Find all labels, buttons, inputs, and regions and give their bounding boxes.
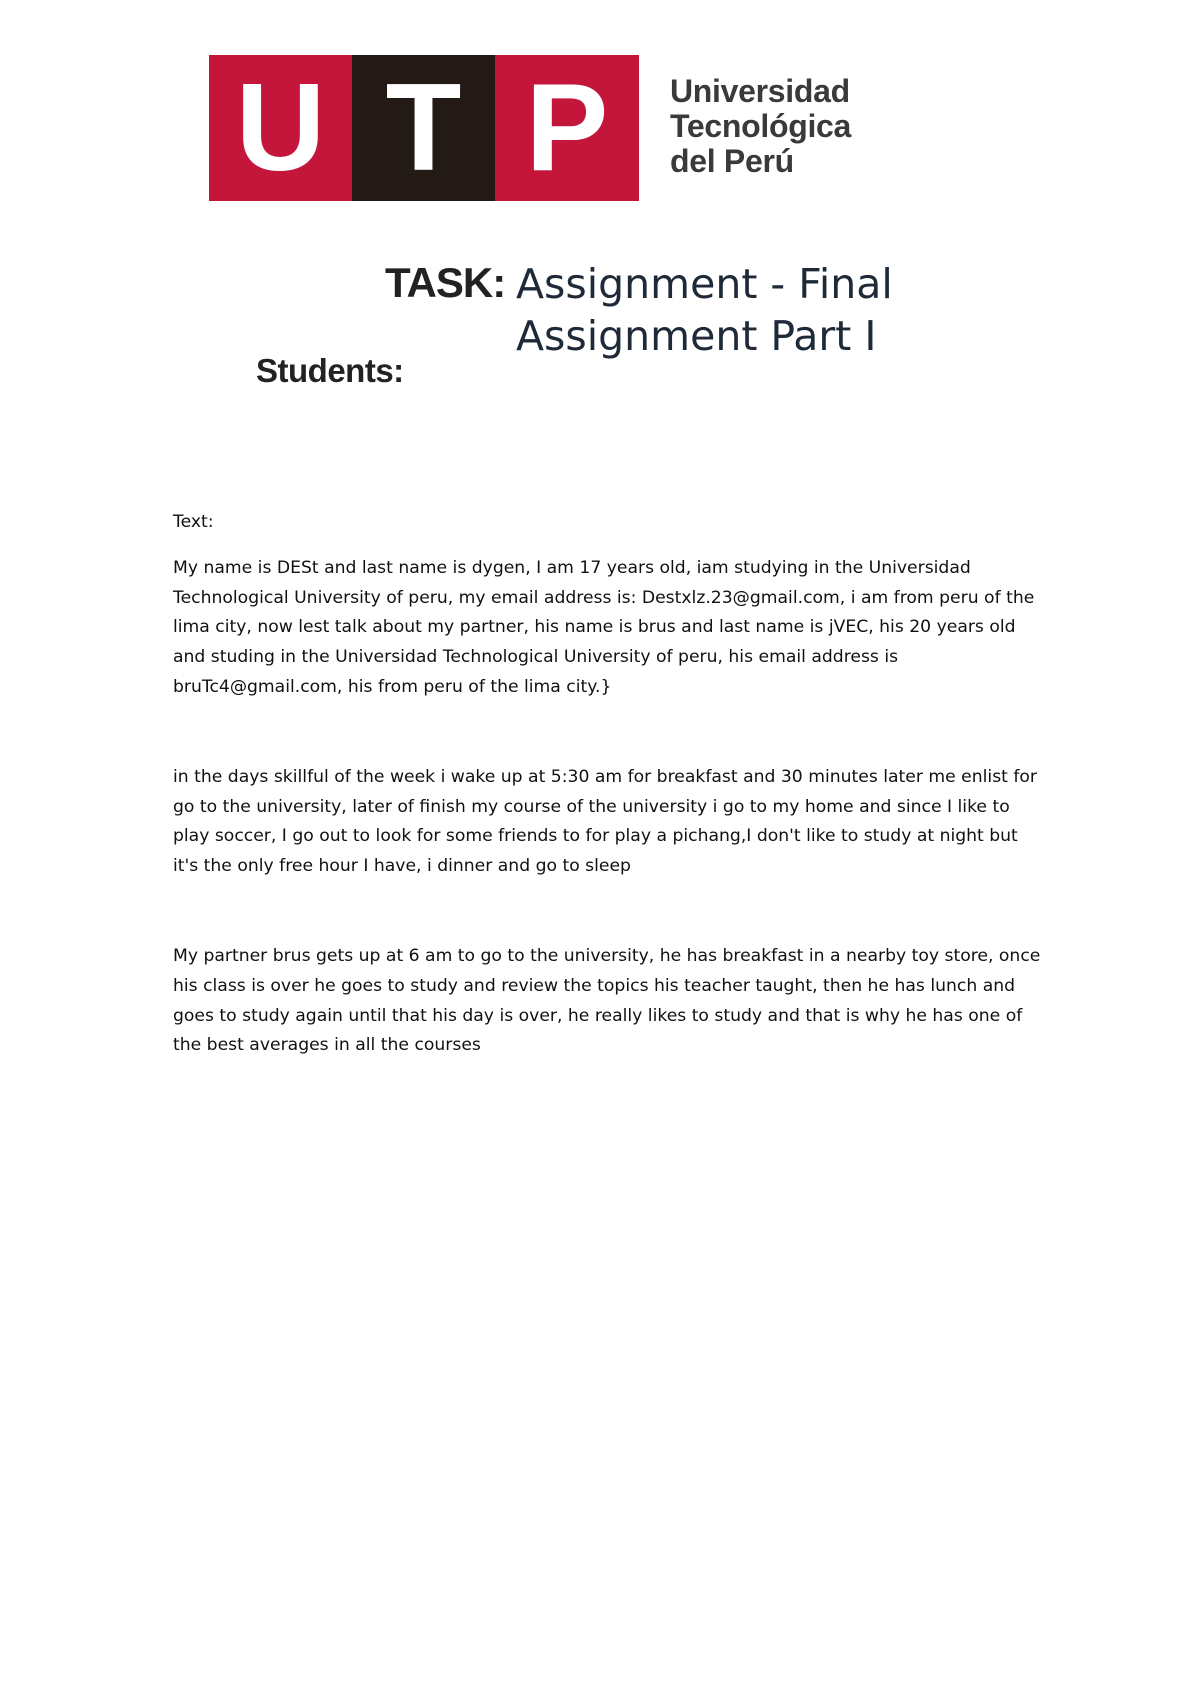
- logo-letter-u: U: [209, 55, 352, 201]
- paragraph-spacer: [173, 882, 1043, 942]
- task-title-line: Assignment - Final: [516, 260, 893, 308]
- logo-wordmark-line: Tecnológica: [670, 108, 852, 144]
- students-label: Students:: [256, 352, 404, 389]
- task-title: [516, 258, 996, 362]
- text-label: Text:: [173, 512, 214, 532]
- utp-logo: [209, 55, 639, 201]
- logo-wordmark-line: del Perú: [670, 143, 794, 179]
- logo-wordmark: [670, 74, 851, 179]
- document-body: [173, 508, 1043, 1061]
- paragraph-partner-routine: My partner brus gets up at 6 am to go to the university, he has breakfast in a nearby toy store, once his class is over he goes to study and review the topics his teacher taught, then he has lunch and goes to study again until that his day is over, he really likes to study and that is why he has one of the best averages in all the courses: [173, 945, 1041, 1056]
- paragraph-my-routine: in the days skillful of the week i wake up at 5:30 am for breakfast and 30 minutes later me enlist for go to the university, later of finish my course of the university i go to my home and since I like to play soccer, I go out to look for some friends to for play a pichang,I don't like to study at night but it's the only free hour I have, i dinner and go to sleep: [173, 766, 1037, 877]
- paragraph-intro: My name is DESt and last name is dygen, I am 17 years old, iam studying in the Universidad Technological University of peru, my email address is: Destxlz.23@gmail.com, i am from peru of the lima city, now lest talk about my partner, his name is brus and last name is jVEC, his 20 years old and studing in the Universidad Technological University of peru, his email address is bruTc4@gmail.com, his from peru of the lima city.}: [173, 557, 1035, 697]
- task-title-line: Assignment Part I: [516, 312, 877, 360]
- task-label: TASK:: [385, 259, 506, 306]
- logo-letter-p: P: [495, 55, 639, 201]
- logo-wordmark-line: Universidad: [670, 73, 850, 109]
- paragraph-spacer: [173, 703, 1043, 763]
- logo-letter-t: T: [352, 55, 495, 201]
